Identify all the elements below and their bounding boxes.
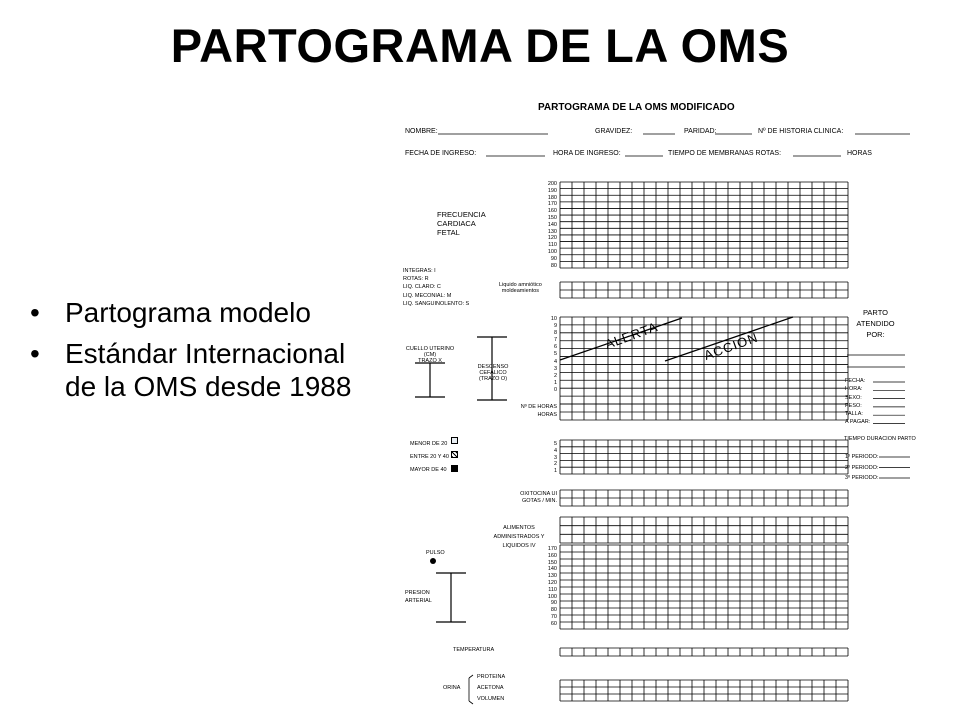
membranes-key-item: LIQ. SANGUINOLENTO: S bbox=[403, 300, 470, 307]
liquor-label bbox=[499, 282, 542, 294]
fhr-ticks bbox=[543, 181, 557, 269]
bp-tick: 160 bbox=[547, 552, 557, 559]
urine-brace bbox=[469, 675, 473, 678]
periods bbox=[845, 452, 879, 484]
fhr-label-line: FETAL bbox=[437, 228, 460, 237]
bp-label-line: ARTERIAL bbox=[405, 598, 432, 604]
bp-tick: 100 bbox=[547, 593, 557, 600]
field-gravidity-label: GRAVIDEZ: bbox=[595, 128, 633, 135]
cervix-tick: 6 bbox=[553, 344, 557, 351]
bullet-dot: • bbox=[30, 338, 40, 369]
hours-label-line: HORAS bbox=[537, 412, 557, 418]
fhr-tick: 150 bbox=[547, 214, 557, 221]
bullet-list bbox=[30, 296, 360, 411]
delivery-title-line: PARTO bbox=[862, 308, 888, 317]
cervix-tick: 10 bbox=[550, 316, 557, 322]
field-hours-label: HORAS bbox=[847, 150, 872, 157]
contraction-tick: 3 bbox=[553, 454, 557, 461]
fhr-tick: 160 bbox=[547, 208, 557, 215]
fhr-tick: 190 bbox=[547, 187, 557, 194]
cervix-tick: 2 bbox=[553, 372, 557, 379]
cervix-tick: 8 bbox=[553, 330, 557, 337]
bp-ticks bbox=[543, 546, 557, 628]
bp-tick: 70 bbox=[550, 613, 557, 620]
bp-label bbox=[405, 589, 432, 605]
fhr-tick: 180 bbox=[547, 194, 557, 201]
action-line-label: ACCION bbox=[701, 329, 761, 363]
fhr-label-line: CARDIACA bbox=[437, 219, 476, 228]
contraction-tick: 2 bbox=[553, 461, 557, 468]
legend-dotted-square bbox=[451, 437, 458, 444]
fhr-tick: 140 bbox=[547, 221, 557, 228]
delivery-field-label: HORA: bbox=[845, 386, 863, 393]
contraction-legend-label: MAYOR DE 40 bbox=[410, 467, 447, 473]
legend-solid-square bbox=[451, 465, 458, 472]
temperature-label: TEMPERATURA bbox=[453, 647, 495, 653]
field-parity-label: PARIDAD: bbox=[684, 128, 717, 135]
delivery-field-label: FECHA: bbox=[845, 378, 866, 384]
bullet-text: Estándar Internacional de la OMS desde 1988 bbox=[65, 338, 352, 402]
hours-labels bbox=[511, 403, 557, 419]
urine-brace bbox=[469, 701, 473, 704]
cervix-tick: 9 bbox=[553, 323, 557, 330]
urine-item: ACETONA bbox=[477, 685, 504, 691]
bullet-dot: • bbox=[30, 297, 40, 328]
delivery-field-label: PESO: bbox=[845, 402, 862, 409]
field-membranes-time-label: TIEMPO DE MEMBRANAS ROTAS: bbox=[668, 150, 782, 157]
fhr-tick: 130 bbox=[547, 228, 557, 235]
urine-item: VOLUMEN bbox=[477, 696, 505, 702]
delivery-field-label: TALLA: bbox=[845, 411, 863, 418]
contraction-tick: 1 bbox=[553, 468, 557, 475]
field-record-label: Nº DE HISTORIA CLINICA: bbox=[758, 128, 844, 135]
contraction-legend-label: MENOR DE 20 bbox=[410, 441, 448, 447]
urine-item: PROTEINA bbox=[477, 674, 506, 680]
pulse-label: PULSO bbox=[426, 550, 445, 556]
descent-label-line: DESCENSO CEFALICO bbox=[477, 364, 509, 376]
delivery-field-label: A PAGAR: bbox=[845, 419, 871, 426]
fhr-label bbox=[437, 210, 486, 237]
bp-label-line: PRESION bbox=[405, 590, 430, 596]
bullet-item bbox=[30, 296, 360, 329]
membranes-key-item: LIQ. CLARO: C bbox=[403, 284, 441, 291]
contraction-ticks bbox=[543, 441, 557, 475]
delivery-title bbox=[853, 307, 898, 340]
urine-items bbox=[477, 672, 505, 705]
hours-label-line: Nº DE HORAS bbox=[520, 404, 557, 410]
bp-tick: 170 bbox=[547, 546, 557, 552]
fhr-tick: 110 bbox=[548, 242, 557, 249]
bullet-text: Partograma modelo bbox=[65, 297, 311, 328]
descent-label-line: (TRAZO O) bbox=[478, 376, 508, 382]
membranes-key-item: INTEGRAS: I bbox=[403, 268, 436, 274]
bp-tick: 80 bbox=[550, 607, 557, 614]
bp-tick: 90 bbox=[550, 600, 557, 607]
period-label: 1º PERIODO: bbox=[845, 454, 879, 460]
urine-label: ORINA bbox=[443, 685, 461, 691]
delivery-fields bbox=[845, 377, 870, 427]
contraction-legend-label: ENTRE 20 Y 40 bbox=[410, 454, 449, 460]
food-label-line: ADMINISTRADOS Y bbox=[493, 534, 545, 540]
contraction-tick: 4 bbox=[553, 447, 557, 454]
descent-label bbox=[467, 364, 519, 382]
cervix-tick: 0 bbox=[553, 386, 557, 393]
partograph-form bbox=[395, 95, 945, 710]
delivery-title-line: POR: bbox=[866, 330, 885, 339]
cervix-label-line: CUELLO UTERINO (CM) bbox=[405, 346, 455, 358]
bullet-item bbox=[30, 337, 360, 403]
food-label-line: ALIMENTOS bbox=[503, 525, 535, 531]
contraction-legend bbox=[410, 438, 449, 477]
cervix-ticks bbox=[543, 316, 557, 394]
field-name-label: NOMBRE: bbox=[405, 128, 438, 135]
bp-tick: 110 bbox=[548, 586, 557, 593]
field-admission-time-label: HORA DE INGRESO: bbox=[553, 150, 621, 157]
alert-line-label: ALERTA bbox=[602, 318, 661, 352]
cervix-label-line: TRAZO X bbox=[418, 358, 442, 364]
cervix-tick: 5 bbox=[553, 351, 557, 358]
cervix-label bbox=[405, 346, 455, 364]
fhr-tick: 120 bbox=[547, 235, 557, 242]
food-label-line: LIQUIDOS IV bbox=[502, 543, 536, 549]
bp-tick: 140 bbox=[547, 566, 557, 573]
membranes-key bbox=[403, 267, 469, 308]
membranes-key-item: ROTAS: R bbox=[403, 276, 429, 283]
form-title: PARTOGRAMA DE LA OMS MODIFICADO bbox=[538, 102, 735, 113]
cervix-tick: 1 bbox=[553, 379, 557, 386]
membranes-key-item: LIQ. MECONIAL: M bbox=[403, 292, 452, 299]
field-admission-date-label: FECHA DE INGRESO: bbox=[405, 150, 477, 157]
cervix-tick: 4 bbox=[553, 358, 557, 365]
liquor-label-line: Liquido amniótico bbox=[499, 282, 542, 288]
bp-tick: 130 bbox=[547, 573, 557, 580]
slide-title: PARTOGRAMA DE LA OMS bbox=[170, 19, 790, 72]
oxytocin-label-line: GOTAS / MIN. bbox=[521, 498, 557, 504]
pulse-dot bbox=[430, 558, 436, 564]
oxytocin-label bbox=[495, 491, 557, 505]
food-label bbox=[491, 524, 547, 551]
period-label: 2º PERIODO: bbox=[845, 464, 879, 471]
legend-hatched-square bbox=[451, 451, 458, 458]
bp-tick: 150 bbox=[547, 559, 557, 566]
cervix-tick: 7 bbox=[553, 337, 557, 344]
bp-tick: 60 bbox=[550, 620, 557, 627]
oxytocin-label-line: OXITOCINA UI bbox=[520, 491, 557, 497]
fhr-tick: 200 bbox=[547, 181, 557, 187]
period-label: 3º PERIODO: bbox=[845, 475, 879, 481]
fhr-tick: 100 bbox=[547, 248, 557, 255]
bp-tick: 120 bbox=[547, 579, 557, 586]
delivery-field-label: SEXO: bbox=[845, 394, 862, 401]
fhr-tick: 80 bbox=[550, 262, 557, 269]
fhr-label-line: FRECUENCIA bbox=[437, 210, 486, 219]
delivery-title-line: ATENDIDO bbox=[856, 319, 895, 328]
cervix-tick: 3 bbox=[553, 365, 557, 372]
contraction-tick: 5 bbox=[553, 441, 557, 447]
duration-title: TIEMPO DURACION PARTO bbox=[844, 436, 916, 442]
fhr-tick: 170 bbox=[547, 201, 557, 208]
liquor-label-line: moldeamientos bbox=[501, 288, 540, 294]
fhr-tick: 90 bbox=[550, 255, 557, 262]
